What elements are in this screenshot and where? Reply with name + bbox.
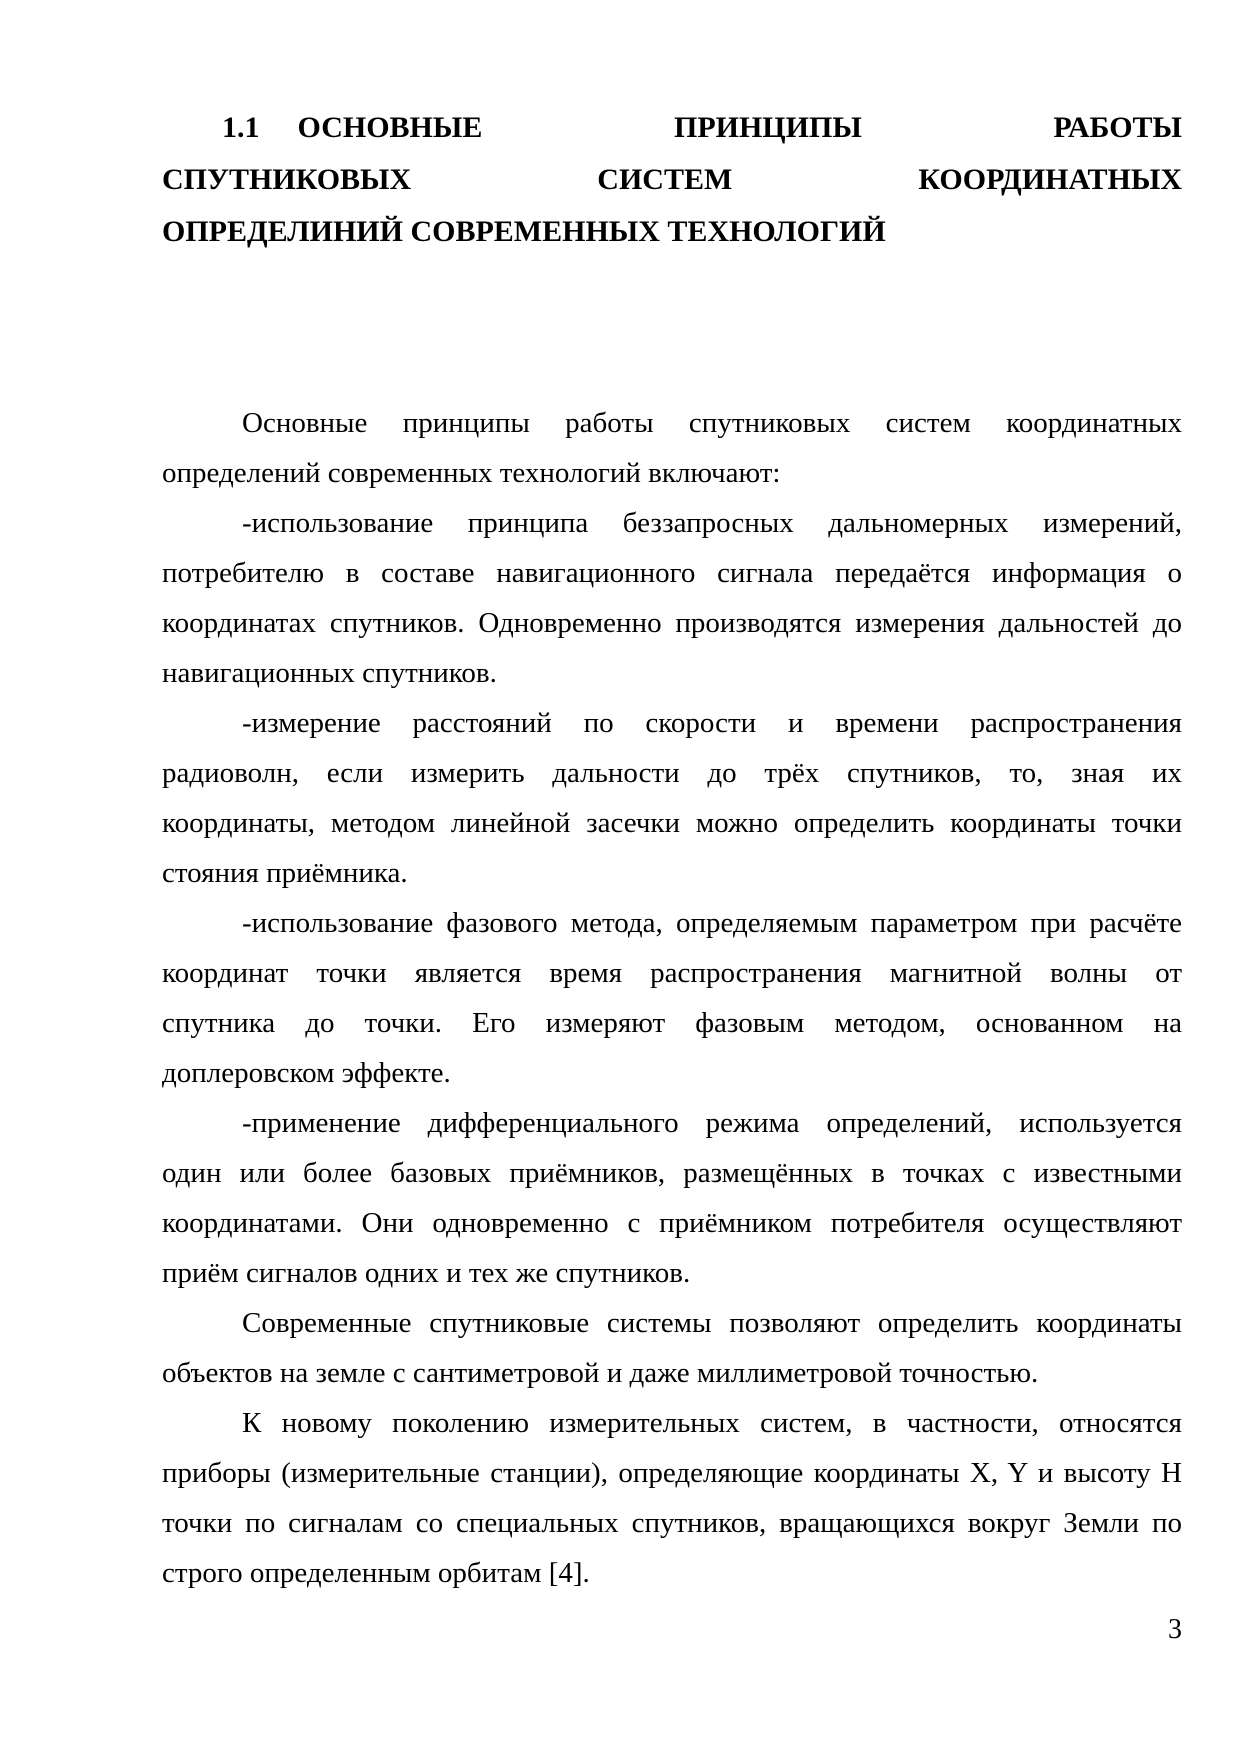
text-line: координатах спутников. Одновременно производятся измерения дальностей до xyxy=(162,607,1182,639)
text-line: стояния приёмника. xyxy=(162,857,408,889)
heading-line: ОПРЕДЕЛИНИЙ СОВРЕМЕННЫХ ТЕХНОЛОГИЙ xyxy=(162,215,886,248)
page-number: 3 xyxy=(1168,1614,1182,1645)
heading-line xyxy=(162,102,1182,154)
body-text xyxy=(162,398,1182,1598)
text-line: К новому поколению измерительных систем, в частности, относятся xyxy=(242,1407,1182,1439)
text-line: -использование фазового метода, определяемым параметром при расчёте xyxy=(242,907,1182,939)
heading-number: 1.1 xyxy=(222,111,260,144)
paragraph xyxy=(162,1398,1182,1598)
text-line: точки по сигналам со специальных спутников, вращающихся вокруг Земли по xyxy=(162,1507,1182,1539)
section-heading xyxy=(162,102,1182,258)
text-line: потребителю в составе навигационного сигнала передаётся информация о xyxy=(162,557,1182,589)
text-line: координатами. Они одновременно с приёмником потребителя осуществляют xyxy=(162,1207,1182,1239)
paragraph xyxy=(162,1098,1182,1298)
paragraph xyxy=(162,498,1182,698)
text-line: координат точки является время распространения магнитной волны от xyxy=(162,957,1182,989)
text-line: координаты, методом линейной засечки можно определить координаты точки xyxy=(162,807,1182,839)
text-line: Основные принципы работы спутниковых систем координатных xyxy=(242,407,1182,439)
text-line: объектов на земле с сантиметровой и даже миллиметровой точностью. xyxy=(162,1357,1039,1389)
text-line: один или более базовых приёмников, размещённых в точках с известными xyxy=(162,1157,1182,1189)
text-line: радиоволн, если измерить дальности до трёх спутников, то, зная их xyxy=(162,757,1182,789)
heading-text: ОСНОВНЫЕ ПРИНЦИПЫ РАБОТЫ xyxy=(297,111,1182,144)
paragraph xyxy=(162,398,1182,498)
text-line: строго определенным орбитам [4]. xyxy=(162,1557,590,1589)
paragraph xyxy=(162,898,1182,1098)
paragraph xyxy=(162,698,1182,898)
text-line: спутника до точки. Его измеряют фазовым методом, основанном на xyxy=(162,1007,1182,1039)
text-line: -применение дифференциального режима определений, используется xyxy=(242,1107,1182,1139)
text-line: -измерение расстояний по скорости и времени распространения xyxy=(242,707,1182,739)
text-line: -использование принципа беззапросных дальномерных измерений, xyxy=(242,507,1182,539)
text-line: приём сигналов одних и тех же спутников. xyxy=(162,1257,691,1289)
heading-line: СПУТНИКОВЫХ СИСТЕМ КООРДИНАТНЫХ xyxy=(162,163,1182,196)
text-line: Современные спутниковые системы позволяют определить координаты xyxy=(242,1307,1182,1339)
text-line: определений современных технологий включают: xyxy=(162,457,781,489)
text-line: доплеровском эффекте. xyxy=(162,1057,451,1089)
text-line: приборы (измерительные станции), определяющие координаты X, Y и высоту Н xyxy=(162,1457,1182,1489)
paragraph xyxy=(162,1298,1182,1398)
text-line: навигационных спутников. xyxy=(162,657,497,689)
text-column xyxy=(162,102,1182,1598)
